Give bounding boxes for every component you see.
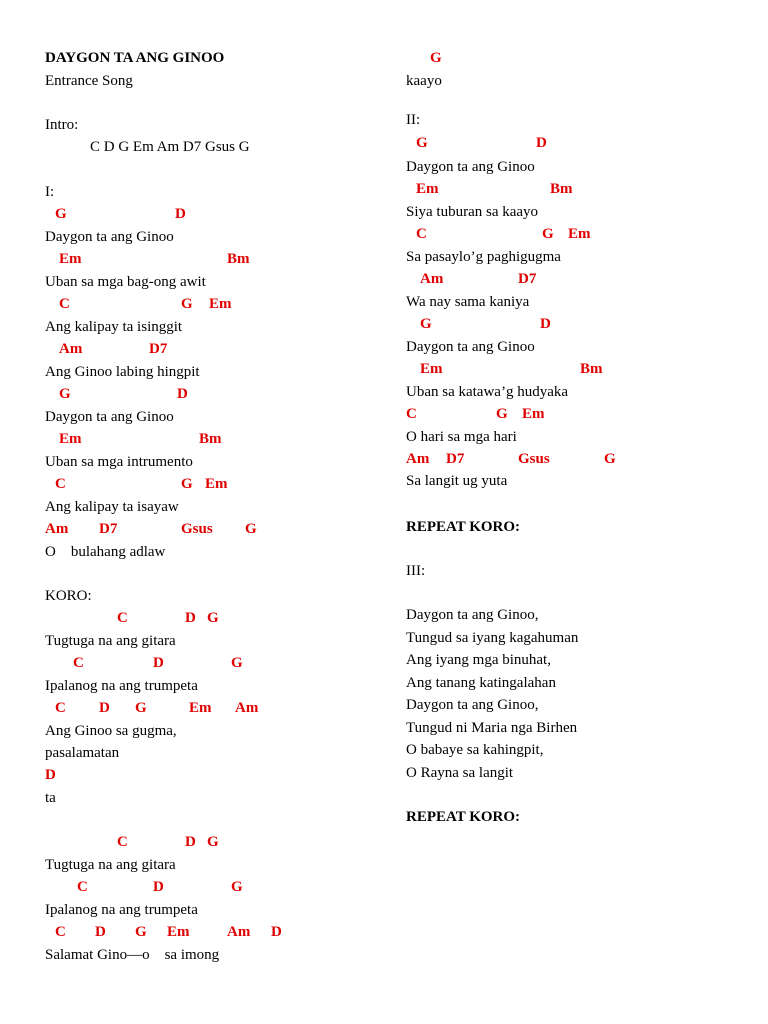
chord: D xyxy=(540,316,551,332)
chord-line xyxy=(45,475,385,493)
lyric-line: III: xyxy=(406,563,426,579)
chord-line xyxy=(406,360,746,378)
lyric-line: Ang Ginoo sa gugma, xyxy=(45,723,177,739)
chord-line xyxy=(45,766,385,784)
lyric-line: Ang tanang katingalahan xyxy=(406,675,556,691)
chord-line xyxy=(406,405,746,423)
lyric-line: Ipalanog na ang trumpeta xyxy=(45,678,198,694)
chord: Em xyxy=(205,476,228,492)
lyric-line: Uban sa mga intrumento xyxy=(45,454,193,470)
chord: C xyxy=(416,226,427,242)
chord: D xyxy=(95,924,106,940)
chord: D xyxy=(99,700,110,716)
lyric-line: Ang kalipay ta isinggit xyxy=(45,319,183,335)
chord-line xyxy=(406,450,746,468)
chord: D xyxy=(185,834,196,850)
chord: Em xyxy=(59,251,82,267)
chord: Bm xyxy=(199,431,222,447)
chord: G xyxy=(430,50,442,66)
chord: G xyxy=(496,406,508,422)
chord-line xyxy=(45,520,385,538)
chord: Bm xyxy=(227,251,250,267)
chord: C xyxy=(55,476,66,492)
chord-line xyxy=(45,205,385,223)
chord: Em xyxy=(416,181,439,197)
chord: D xyxy=(45,767,56,783)
chord-line xyxy=(45,654,385,672)
chord: Em xyxy=(189,700,212,716)
chord: D xyxy=(153,879,164,895)
lyric-line: O hari sa mga hari xyxy=(406,429,517,445)
chord-line xyxy=(45,295,385,313)
chord: Em xyxy=(209,296,232,312)
chord: G xyxy=(207,834,219,850)
chord: D7 xyxy=(446,451,465,467)
chord: G xyxy=(420,316,432,332)
chord-line xyxy=(45,430,385,448)
chord-line xyxy=(45,250,385,268)
lyric-line: Uban sa mga bag-ong awit xyxy=(45,274,206,290)
chord: C xyxy=(117,834,128,850)
lyric-line: Tugtuga na ang gitara xyxy=(45,633,176,649)
chord-line xyxy=(45,878,385,896)
lyric-line: Daygon ta ang Ginoo xyxy=(45,409,174,425)
lyric-line: Ang kalipay ta isayaw xyxy=(45,499,179,515)
chord: Em xyxy=(59,431,82,447)
lyric-line: Tugtuga na ang gitara xyxy=(45,857,176,873)
chord-line xyxy=(406,270,746,288)
lyric-line: O Rayna sa langit xyxy=(406,765,514,781)
lyric-line: Siya tuburan sa kaayo xyxy=(406,204,539,220)
lyric-line: I: xyxy=(45,184,55,200)
chord: D xyxy=(175,206,186,222)
chord: G xyxy=(135,924,147,940)
chord: Em xyxy=(420,361,443,377)
lyric-line: Tungud ni Maria nga Birhen xyxy=(406,720,578,736)
chord: G xyxy=(181,296,193,312)
lyric-line: Sa langit ug yuta xyxy=(406,473,508,489)
section-heading: REPEAT KORO: xyxy=(406,519,521,535)
chord-line xyxy=(406,134,746,152)
chord: G xyxy=(231,655,243,671)
lyric-line: Daygon ta ang Ginoo, xyxy=(406,607,539,623)
chord: G xyxy=(59,386,71,402)
chord-line xyxy=(45,699,385,717)
lyric-line: O bulahang adlaw xyxy=(45,544,166,560)
chord: G xyxy=(181,476,193,492)
chord: D xyxy=(153,655,164,671)
lyric-line: Daygon ta ang Ginoo, xyxy=(406,697,539,713)
chord: Am xyxy=(227,924,251,940)
lyric-line: kaayo xyxy=(406,73,442,89)
chord: C xyxy=(117,610,128,626)
lyric-line: Wa nay sama kaniya xyxy=(406,294,530,310)
lyric-line: Entrance Song xyxy=(45,73,133,89)
chord: G xyxy=(604,451,616,467)
lyric-line: pasalamatan xyxy=(45,745,120,761)
lyric-line: Daygon ta ang Ginoo xyxy=(406,339,535,355)
chord: D xyxy=(185,610,196,626)
chord: Am xyxy=(45,521,69,537)
section-heading: REPEAT KORO: xyxy=(406,809,521,825)
chord: Am xyxy=(420,271,444,287)
lyric-line: II: xyxy=(406,112,421,128)
chord: G xyxy=(542,226,554,242)
chord: Am xyxy=(406,451,430,467)
chord: Am xyxy=(235,700,259,716)
lyric-line: Sa pasaylo’g paghigugma xyxy=(406,249,561,265)
chord: Gsus xyxy=(518,451,550,467)
chord: D xyxy=(177,386,188,402)
chord-line xyxy=(45,609,385,627)
chord: G xyxy=(245,521,257,537)
lyric-line: Daygon ta ang Ginoo xyxy=(406,159,535,175)
chord: Bm xyxy=(580,361,603,377)
lyric-line: KORO: xyxy=(45,588,92,604)
chord-line xyxy=(406,315,746,333)
chord: G xyxy=(416,135,428,151)
section-heading: DAYGON TA ANG GINOO xyxy=(45,50,225,66)
chord-line xyxy=(406,180,746,198)
chord: C xyxy=(55,700,66,716)
lyric-line: Intro: xyxy=(45,117,79,133)
lyric-line: Tungud sa iyang kagahuman xyxy=(406,630,579,646)
chord: Am xyxy=(59,341,83,357)
chord: D xyxy=(536,135,547,151)
chord: D7 xyxy=(99,521,118,537)
chord-line xyxy=(45,385,385,403)
chord: C xyxy=(73,655,84,671)
chord: Em xyxy=(522,406,545,422)
lyric-line: Salamat Gino—o sa imong xyxy=(45,947,220,963)
chord: C xyxy=(406,406,417,422)
chord-line xyxy=(45,923,385,941)
chord-line xyxy=(406,225,746,243)
lyric-line: Daygon ta ang Ginoo xyxy=(45,229,174,245)
lyric-line: C D G Em Am D7 Gsus G xyxy=(90,139,250,155)
chord: G xyxy=(231,879,243,895)
chord: Gsus xyxy=(181,521,213,537)
chord: D xyxy=(271,924,282,940)
chord: Em xyxy=(167,924,190,940)
chord: Em xyxy=(568,226,591,242)
chord: D7 xyxy=(518,271,537,287)
lyric-line: Ang iyang mga binuhat, xyxy=(406,652,551,668)
lyric-line: Ipalanog na ang trumpeta xyxy=(45,902,198,918)
lyric-line: Ang Ginoo labing hingpit xyxy=(45,364,200,380)
chord: C xyxy=(55,924,66,940)
chord: Bm xyxy=(550,181,573,197)
chord: D7 xyxy=(149,341,168,357)
chord: G xyxy=(55,206,67,222)
lyric-line: ta xyxy=(45,790,56,806)
chord-line xyxy=(45,833,385,851)
chord: G xyxy=(135,700,147,716)
chord-line xyxy=(406,49,746,67)
chord: C xyxy=(77,879,88,895)
lyric-line: O babaye sa kahingpit, xyxy=(406,742,544,758)
chord-line xyxy=(45,340,385,358)
chord: C xyxy=(59,296,70,312)
chord: G xyxy=(207,610,219,626)
lyric-line: Uban sa katawa’g hudyaka xyxy=(406,384,569,400)
